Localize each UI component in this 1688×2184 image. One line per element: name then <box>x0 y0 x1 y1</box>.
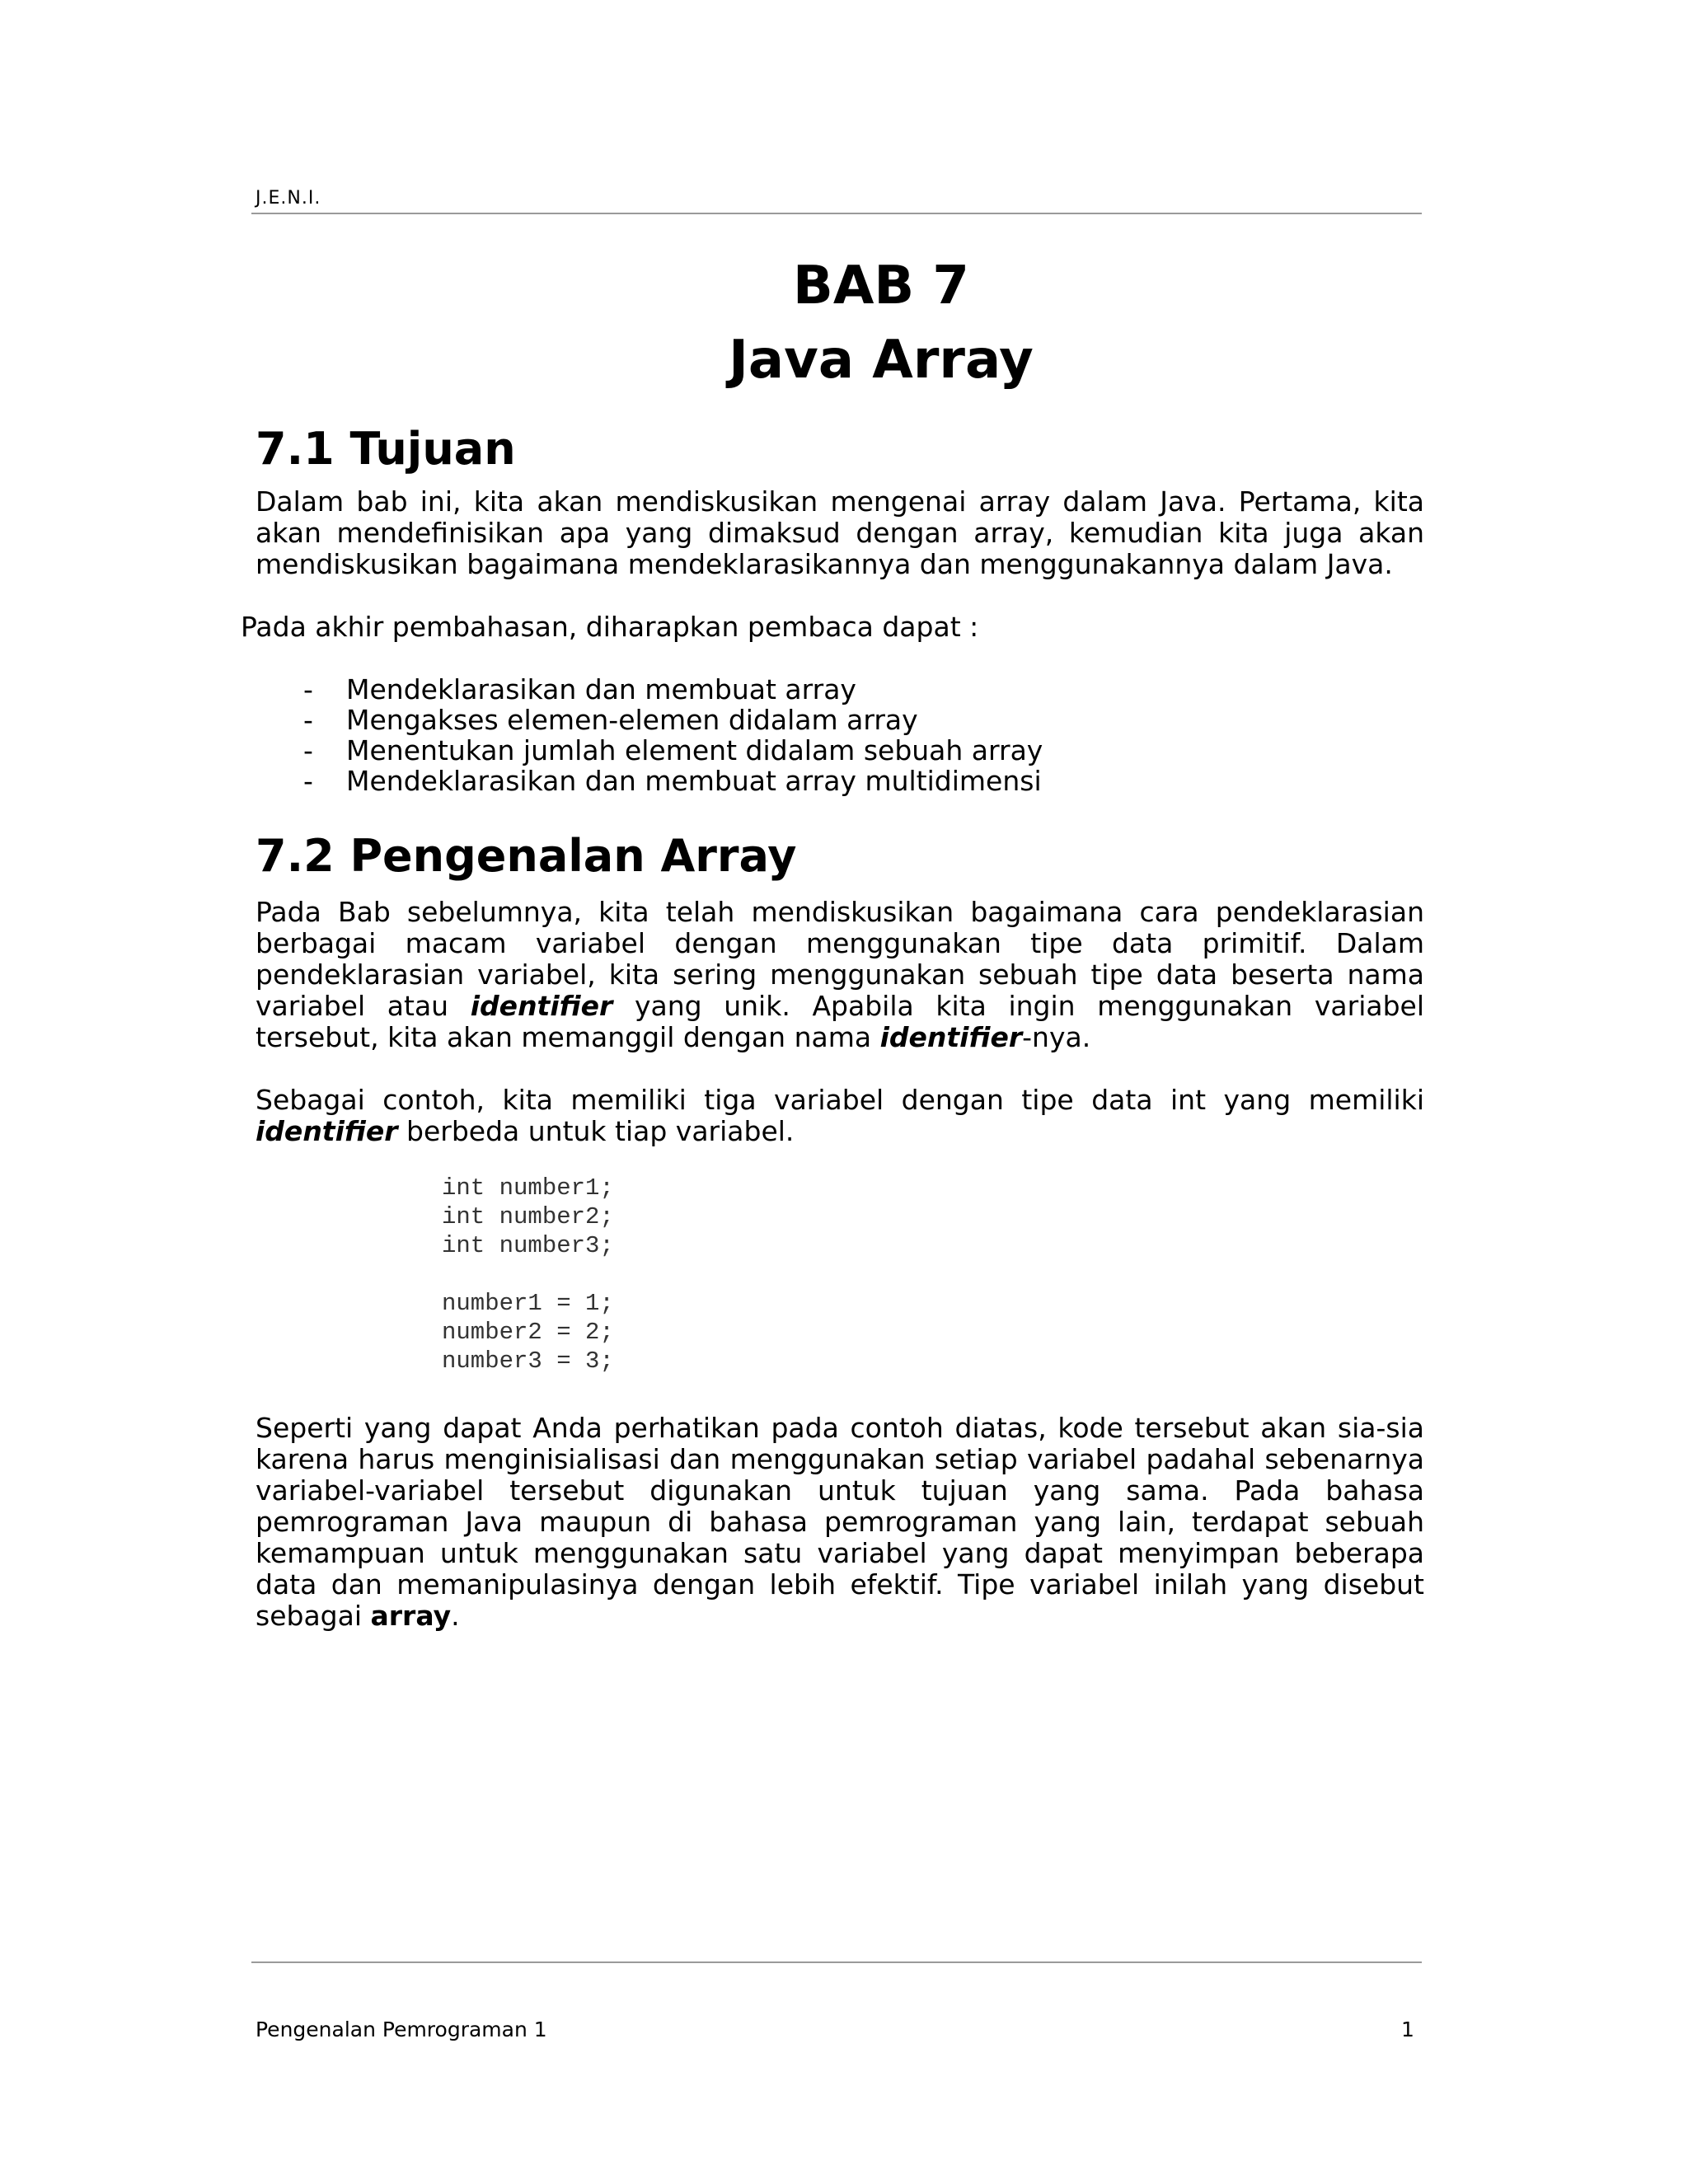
list-bullet: - <box>303 673 313 705</box>
footer-rule <box>251 1961 1422 1963</box>
goals-intro: Pada akhir pembahasan, diharapkan pembaca dapat : <box>241 611 979 643</box>
emphasis-identifier: identifier <box>256 1115 398 1147</box>
list-item <box>303 705 1043 735</box>
goals-list <box>303 674 1043 796</box>
list-item <box>303 735 1043 766</box>
intro-paragraph: Dalam bab ini, kita akan mendiskusikan mengenai array dalam Java. Pertama, kita akan mendefinisikan apa yang dimaksud dengan array, kemudian kita juga akan mendiskusikan bagaimana mendeklarasikannya dan menggunakannya dalam Java. <box>256 485 1424 580</box>
section-heading-tujuan: 7.1 Tujuan <box>256 423 516 475</box>
section-heading-pengenalan-array: 7.2 Pengenalan Array <box>256 830 797 882</box>
header-rule <box>251 213 1422 214</box>
text-run: yang unik. Apabila kita ingin menggunakan variabel tersebut, kita akan memanggil dengan nama <box>256 990 1424 1053</box>
paragraph-example <box>256 1085 1424 1147</box>
text-run: berbeda untuk tiap variabel. <box>397 1115 795 1147</box>
paragraph-array-definition <box>256 1413 1424 1632</box>
text-run: Sebagai contoh, kita memiliki tiga variabel dengan tipe data int yang memiliki <box>256 1084 1424 1116</box>
list-bullet: - <box>303 734 313 766</box>
goal-text: Menentukan jumlah element didalam sebuah array <box>346 734 1043 766</box>
bold-term-array: array <box>370 1600 452 1632</box>
goal-text: Mendeklarasikan dan membuat array multidimensi <box>346 765 1042 797</box>
paragraph-identifier <box>256 897 1424 1053</box>
emphasis-identifier: identifier <box>879 1021 1023 1053</box>
text-run: . <box>451 1600 460 1632</box>
code-block: int number1; int number2; int number3; number1 = 1; number2 = 2; number3 = 3; <box>442 1174 614 1375</box>
goal-text: Mengakses elemen-elemen didalam array <box>346 704 918 736</box>
text-run: Pada Bab sebelumnya, kita telah mendiskusikan bagaimana cara pendeklarasian berbagai macam variabel dengan menggunakan tipe data primitif. Dalam pendeklarasian variabel, kita sering menggunakan sebuah tipe data beserta nama variabel atau <box>256 896 1424 1022</box>
list-item <box>303 674 1043 705</box>
emphasis-identifier: identifier <box>470 990 613 1022</box>
chapter-number: BAB 7 <box>793 255 969 316</box>
running-footer: Pengenalan Pemrograman 1 <box>256 2018 547 2041</box>
text-run: -nya. <box>1022 1021 1091 1053</box>
list-bullet: - <box>303 765 313 797</box>
list-item <box>303 766 1043 796</box>
chapter-title: Java Array <box>729 330 1034 391</box>
running-header: J.E.N.I. <box>256 188 321 209</box>
page-number: 1 <box>1401 2018 1414 2041</box>
text-run: Seperti yang dapat Anda perhatikan pada contoh diatas, kode tersebut akan sia-sia karena harus menginisialisasi dan menggunakan setiap variabel padahal sebenarnya variabel-variabel tersebut digunakan untuk tujuan yang sama. Pada bahasa pemrograman Java maupun di bahasa pemrograman yang lain, terdapat sebuah kemampuan untuk menggunakan satu variabel yang dapat menyimpan beberapa data dan memanipulasinya dengan lebih efektif. Tipe variabel inilah yang disebut sebagai <box>256 1412 1424 1632</box>
list-bullet: - <box>303 704 313 736</box>
goal-text: Mendeklarasikan dan membuat array <box>346 673 856 705</box>
